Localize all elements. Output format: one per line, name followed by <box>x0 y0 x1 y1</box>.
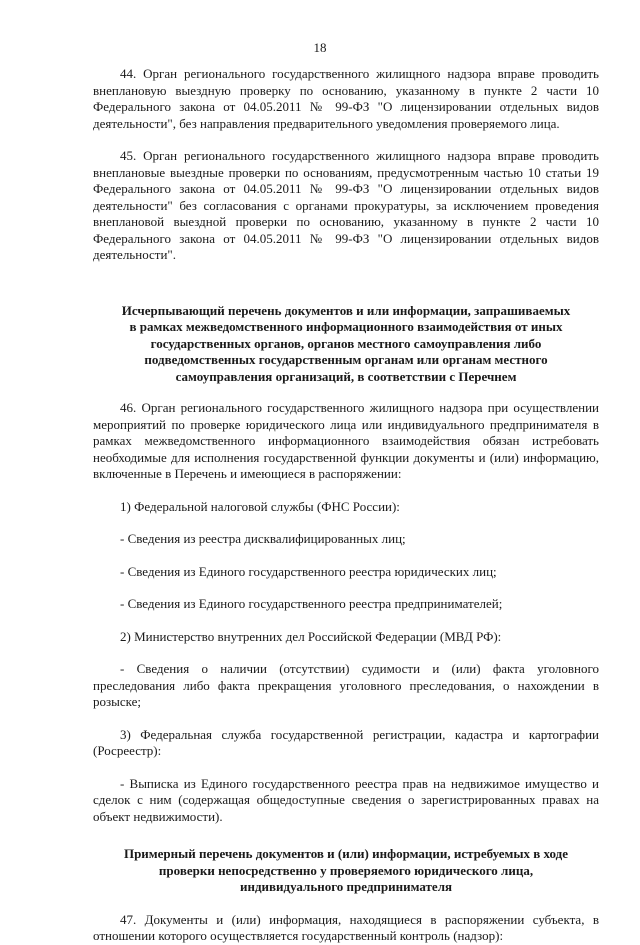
section-heading-interagency: Исчерпывающий перечень документов и или информации, запрашиваемых в рамках межведомственного информационного взаимодействия от иных государственных органов, органов местного самоуправления либо подведомственных государственным органам или органам местного самоуправления организаций, в соответствии с Перечнем <box>121 302 571 384</box>
list-item-mvd-1: - Сведения о наличии (отсутствии) судимости и (или) факта уголовного преследования либо факта прекращения уголовного преследования, о нахождении в розыске; <box>93 661 599 709</box>
paragraph-44: 44. Орган регионального государственного жилищного надзора вправе проводить внеплановую выездную проверку по основанию, указанному в пункте 2 части 10 Федерального закона от 04.05.2011 № 99-ФЗ "О лицензировании отдельных видов деятельности", без направления предварительного уведомления проверяемого лица. <box>93 66 599 131</box>
paragraph-47: 47. Документы и (или) информация, находящиеся в распоряжении субъекта, в отношении которого осуществляется государственный контроль (надзор): <box>93 911 599 943</box>
list-item-fns: 1) Федеральной налоговой службы (ФНС России): <box>120 498 400 514</box>
list-item-rosreestr: 3) Федеральная служба государственной регистрации, кадастра и картографии (Росреестр): <box>93 726 599 758</box>
list-item-fns-2: - Сведения из Единого государственного реестра юридических лиц; <box>120 563 497 579</box>
list-item-fns-1: - Сведения из реестра дисквалифицированных лиц; <box>120 531 406 546</box>
list-item-fns-3: - Сведения из Единого государственного реестра предпринимателей; <box>120 596 503 611</box>
paragraph-45: 45. Орган регионального государственного жилищного надзора вправе проводить внеплановые выездные проверки по основаниям, предусмотренным частью 10 статьи 19 Федерального закона от 04.05.2011 № 99-ФЗ "О лицензировании отдельных видов деятельности" без согласования с органами прокуратуры, за исключением проведения внеплановой выездной проверки по основанию, указанному в пункте 2 части 10 Федерального закона от 04.05.2011 № 99-ФЗ "О лицензировании отдельных видов деятельности". <box>93 148 599 262</box>
list-item-mvd: 2) Министерство внутренних дел Российской Федерации (МВД РФ): <box>120 628 502 644</box>
document-body <box>93 66 599 945</box>
list-item-rosreestr-1: - Выписка из Единого государственного реестра прав на недвижимое имущество и сделок с ним (содержащая общедоступные сведения о зарегистрированных правах на объект недвижимости). <box>93 775 599 824</box>
section-heading-inspection: Примерный перечень документов и (или) информации, истребуемых в ходе проверки непосредственно у проверяемого юридического лица, индивидуального предпринимателя <box>123 846 569 894</box>
paragraph-46: 46. Орган регионального государственного жилищного надзора при осуществлении мероприятий по проверке юридического лица или индивидуального предпринимателя в рамках межведомственного информационного взаимодействия обязан истребовать необходимые для исполнения государственной функции документы и (или) информацию, включенные в Перечень и имеющиеся в распоряжении: <box>93 400 599 481</box>
page-number: 18 <box>313 40 327 55</box>
